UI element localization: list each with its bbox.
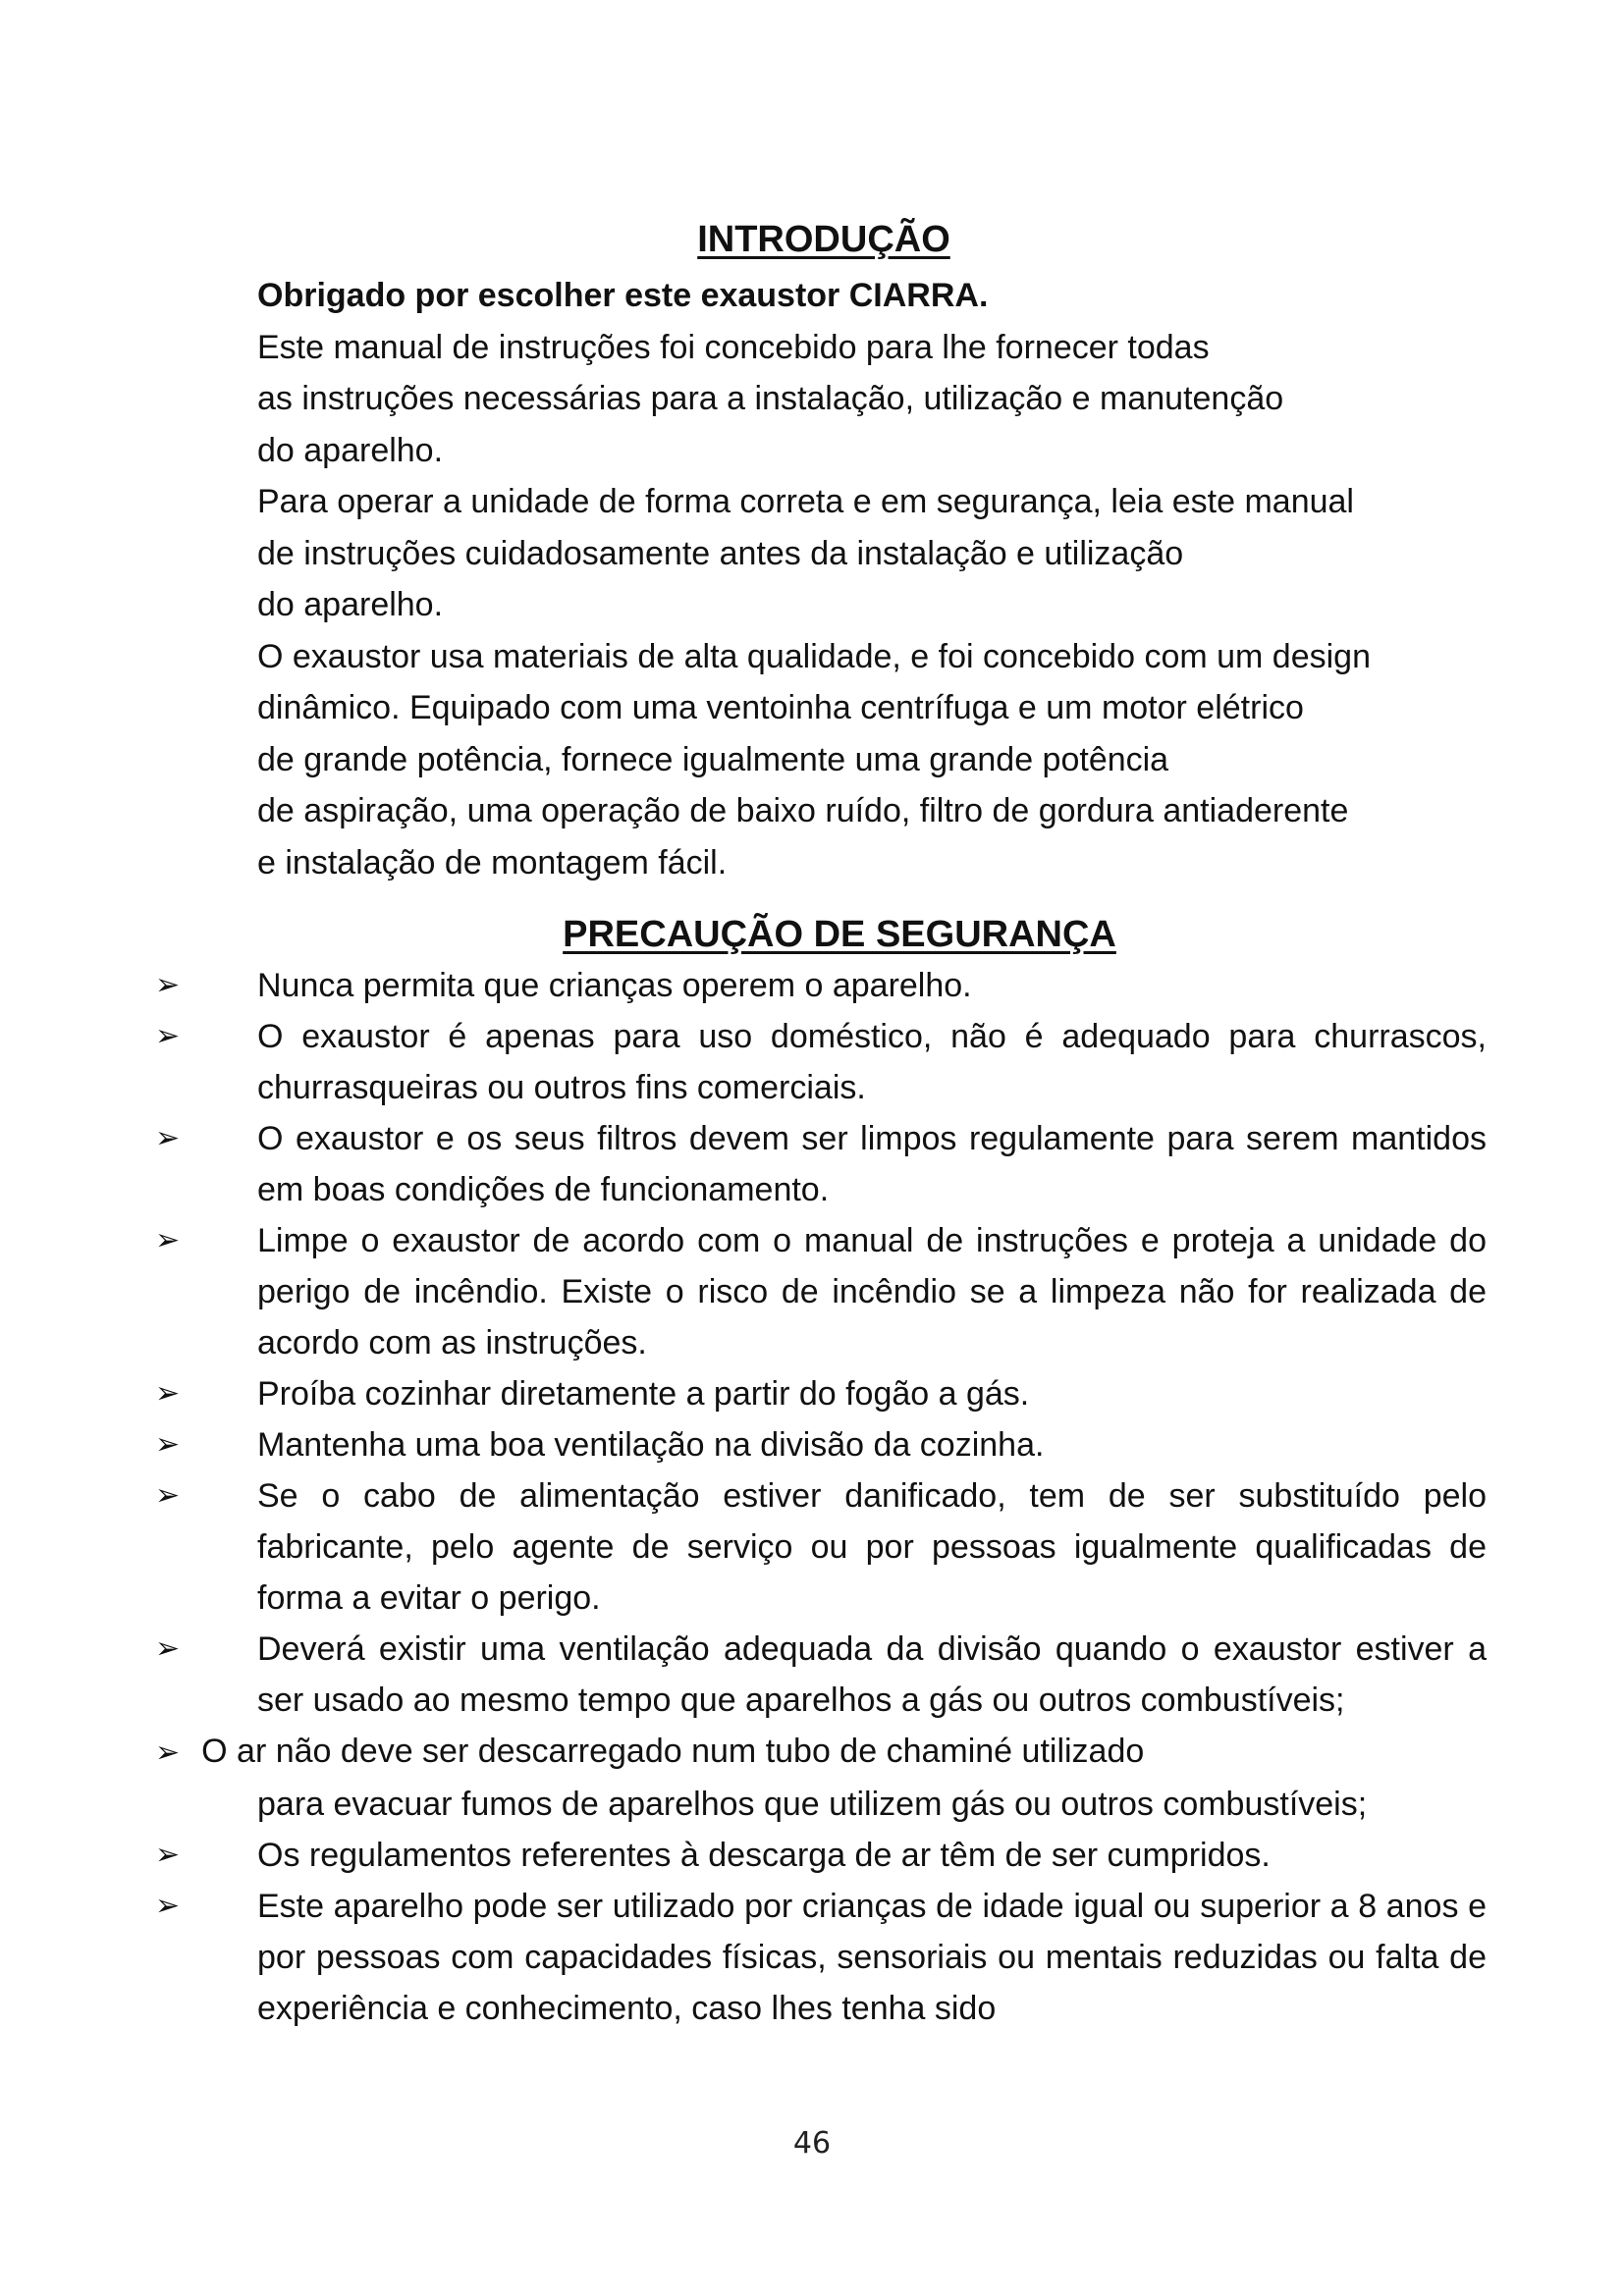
list-item xyxy=(0,1368,1487,1419)
text-line: O exaustor usa materiais de alta qualidade, e foi concebido com um design xyxy=(257,637,1371,675)
safety-heading: PRECAUÇÃO DE SEGURANÇA xyxy=(563,914,1116,955)
arrow-bullet-icon: ➢ xyxy=(155,1632,181,1665)
safety-list xyxy=(0,960,1624,2034)
text-line: as instruções necessárias para a instalação, utilização e manutenção xyxy=(257,380,1284,417)
list-item-text: Deverá existir uma ventilação adequada da divisão quando o exaustor estiver a ser usado ao mesmo tempo que aparelhos a gás ou outros combustíveis; xyxy=(257,1630,1487,1719)
list-item-text: Se o cabo de alimentação estiver danificado, tem de ser substituído pelo fabricante, pelo agente de serviço ou por pessoas igualmente qualificadas de forma a evitar o perigo. xyxy=(257,1477,1487,1617)
list-item xyxy=(0,1470,1487,1624)
list-item-text: O ar não deve ser descarregado num tubo de chaminé utilizado xyxy=(201,1733,1145,1770)
list-item xyxy=(0,960,1487,1011)
text-line: de grande potência, fornece igualmente uma grande potência xyxy=(257,740,1169,778)
list-item-text: Proíba cozinhar diretamente a partir do fogão a gás. xyxy=(257,1375,1030,1413)
text-line: de aspiração, uma operação de baixo ruído, filtro de gordura antiaderente xyxy=(257,792,1349,829)
thanks-line: Obrigado por escolher este exaustor CIARRA. xyxy=(257,277,989,314)
list-item xyxy=(0,1881,1487,2034)
text-line: do aparelho. xyxy=(257,586,444,623)
list-item xyxy=(0,1830,1487,1881)
text-line: dinâmico. Equipado com uma ventoinha centrífuga e um motor elétrico xyxy=(257,689,1304,726)
list-item-text: Os regulamentos referentes à descarga de ar têm de ser cumpridos. xyxy=(257,1837,1271,1874)
list-item-first-line xyxy=(155,1726,1487,1779)
intro-paragraph xyxy=(257,476,1494,631)
text-line: de instruções cuidadosamente antes da instalação e utilização xyxy=(257,534,1184,572)
text-line: Para operar a unidade de forma correta e em segurança, leia este manual xyxy=(257,483,1354,520)
arrow-bullet-icon: ➢ xyxy=(155,1122,181,1154)
list-item-text: para evacuar fumos de aparelhos que utilizem gás ou outros combustíveis; xyxy=(257,1786,1368,1823)
arrow-bullet-icon: ➢ xyxy=(155,1224,181,1256)
list-item-text: O exaustor e os seus filtros devem ser limpos regulamente para serem mantidos em boas condições de funcionamento. xyxy=(257,1120,1487,1208)
page-number: 46 xyxy=(792,2126,832,2161)
intro-paragraph xyxy=(257,322,1494,477)
intro-section xyxy=(257,270,1494,888)
intro-paragraph xyxy=(257,631,1494,889)
arrow-bullet-icon: ➢ xyxy=(155,1890,181,1922)
arrow-bullet-icon: ➢ xyxy=(155,1736,181,1769)
arrow-bullet-icon: ➢ xyxy=(155,969,181,1001)
list-item xyxy=(0,1011,1487,1113)
list-item xyxy=(0,1215,1487,1368)
text-line: e instalação de montagem fácil. xyxy=(257,843,728,881)
list-item xyxy=(0,1624,1487,1726)
text-line: do aparelho. xyxy=(257,431,444,469)
list-item-text: Nunca permita que crianças operem o aparelho. xyxy=(257,967,972,1004)
list-item-text: O exaustor é apenas para uso doméstico, não é adequado para churrascos, churrasqueiras ou outros fins comerciais. xyxy=(257,1018,1487,1106)
list-item xyxy=(0,1113,1487,1215)
arrow-bullet-icon: ➢ xyxy=(155,1377,181,1410)
list-item-text: Limpe o exaustor de acordo com o manual de instruções e proteja a unidade do perigo de incêndio. Existe o risco de incêndio se a limpeza não for realizada de acordo com as instruções. xyxy=(257,1222,1487,1362)
arrow-bullet-icon: ➢ xyxy=(155,1839,181,1871)
list-item xyxy=(0,1419,1487,1470)
list-item xyxy=(0,1726,1487,1830)
arrow-bullet-icon: ➢ xyxy=(155,1428,181,1461)
list-item-text: Este aparelho pode ser utilizado por crianças de idade igual ou superior a 8 anos e por pessoas com capacidades físicas, sensoriais ou mentais reduzidas ou falta de experiência e conhecimento, caso lhes tenha sido xyxy=(257,1888,1487,2027)
arrow-bullet-icon: ➢ xyxy=(155,1479,181,1512)
text-line: Este manual de instruções foi concebido para lhe fornecer todas xyxy=(257,328,1210,366)
arrow-bullet-icon: ➢ xyxy=(155,1020,181,1052)
intro-heading: INTRODUÇÃO xyxy=(697,219,950,260)
list-item-text: Mantenha uma boa ventilação na divisão da cozinha. xyxy=(257,1426,1045,1464)
